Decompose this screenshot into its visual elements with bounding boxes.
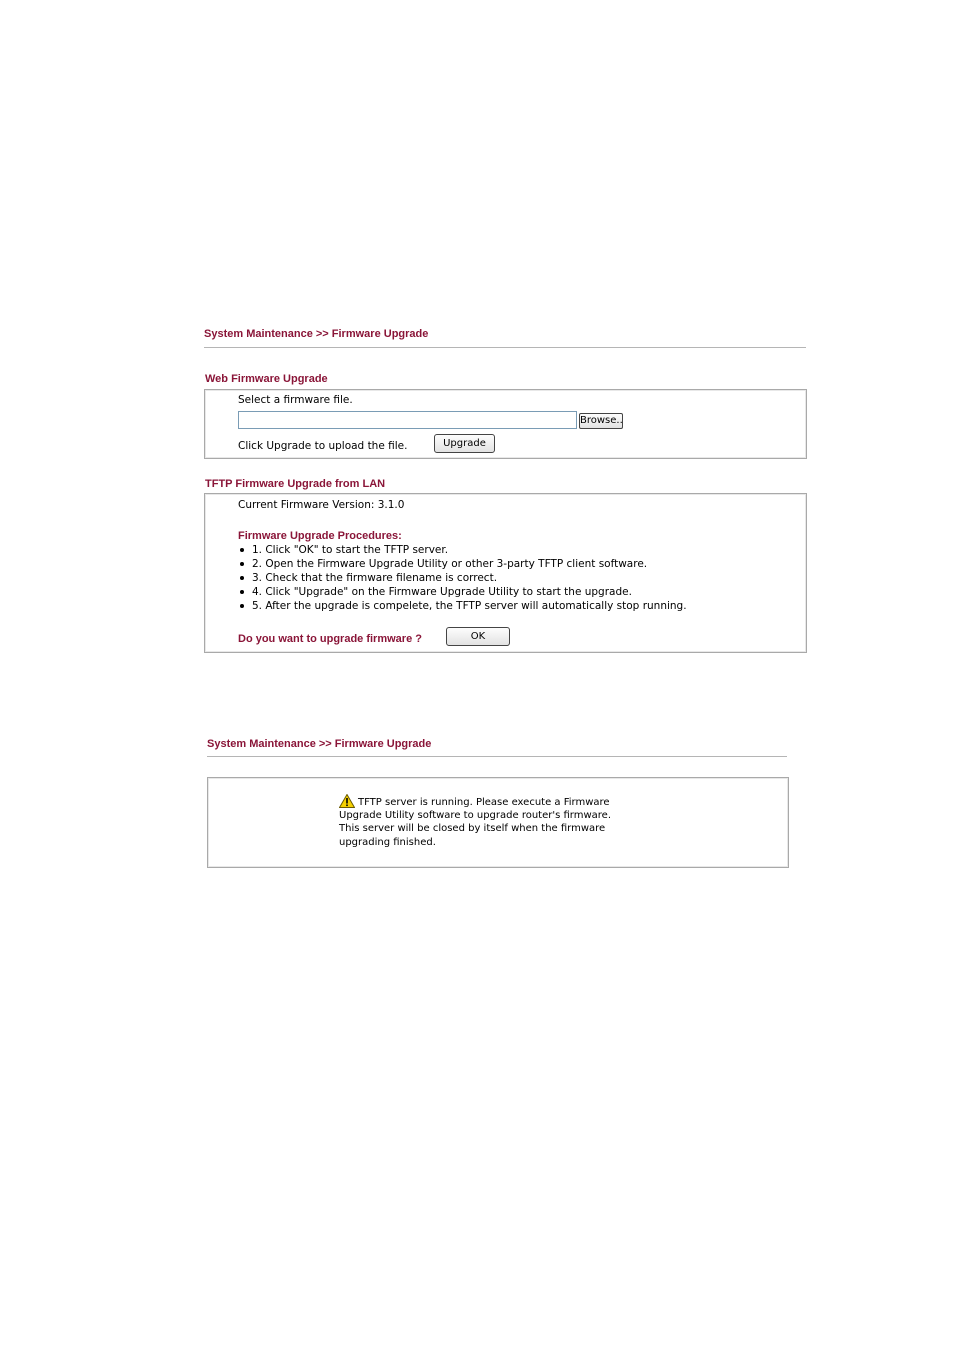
list-item: 5. After the upgrade is compelete, the TFTP server will automatically stop running. (238, 599, 687, 613)
ok-button[interactable]: OK (446, 627, 510, 646)
file-input-value (239, 419, 241, 430)
select-file-label: Select a firmware file. (238, 394, 353, 406)
status-line-2: Upgrade Utility software to upgrade router's firmware. (339, 810, 611, 821)
procedure-list (238, 543, 687, 613)
current-firmware-version: Current Firmware Version: 3.1.0 (238, 499, 405, 511)
list-item: 3. Check that the firmware filename is correct. (238, 571, 687, 585)
status-line-1: TFTP server is running. Please execute a Firmware (358, 797, 610, 808)
breadcrumb: System Maintenance >> Firmware Upgrade (204, 328, 429, 340)
web-upgrade-title: Web Firmware Upgrade (205, 373, 328, 385)
status-line-3: This server will be closed by itself when the firmware (339, 823, 606, 834)
breadcrumb-divider (204, 347, 806, 348)
browse-button[interactable]: Browse.. (579, 413, 623, 429)
upload-hint: Click Upgrade to upload the file. (238, 440, 408, 452)
upgrade-button[interactable]: Upgrade (434, 434, 495, 453)
upgrade-question: Do you want to upgrade firmware ? (238, 633, 422, 645)
list-item: 4. Click "Upgrade" on the Firmware Upgrade Utility to start the upgrade. (238, 585, 687, 599)
firmware-file-input[interactable] (238, 411, 577, 429)
list-item: 2. Open the Firmware Upgrade Utility or other 3-party TFTP client software. (238, 557, 687, 571)
tftp-status-panel (207, 777, 789, 868)
tftp-upgrade-panel (204, 493, 807, 653)
tftp-upgrade-title: TFTP Firmware Upgrade from LAN (205, 478, 386, 490)
breadcrumb-divider-2 (207, 756, 787, 757)
procedures-title: Firmware Upgrade Procedures: (238, 530, 402, 542)
warning-icon (339, 793, 355, 807)
status-line-4: upgrading finished. (339, 837, 436, 848)
web-upgrade-panel (204, 389, 807, 459)
list-item: 1. Click "OK" to start the TFTP server. (238, 543, 687, 557)
breadcrumb-2: System Maintenance >> Firmware Upgrade (207, 738, 432, 750)
